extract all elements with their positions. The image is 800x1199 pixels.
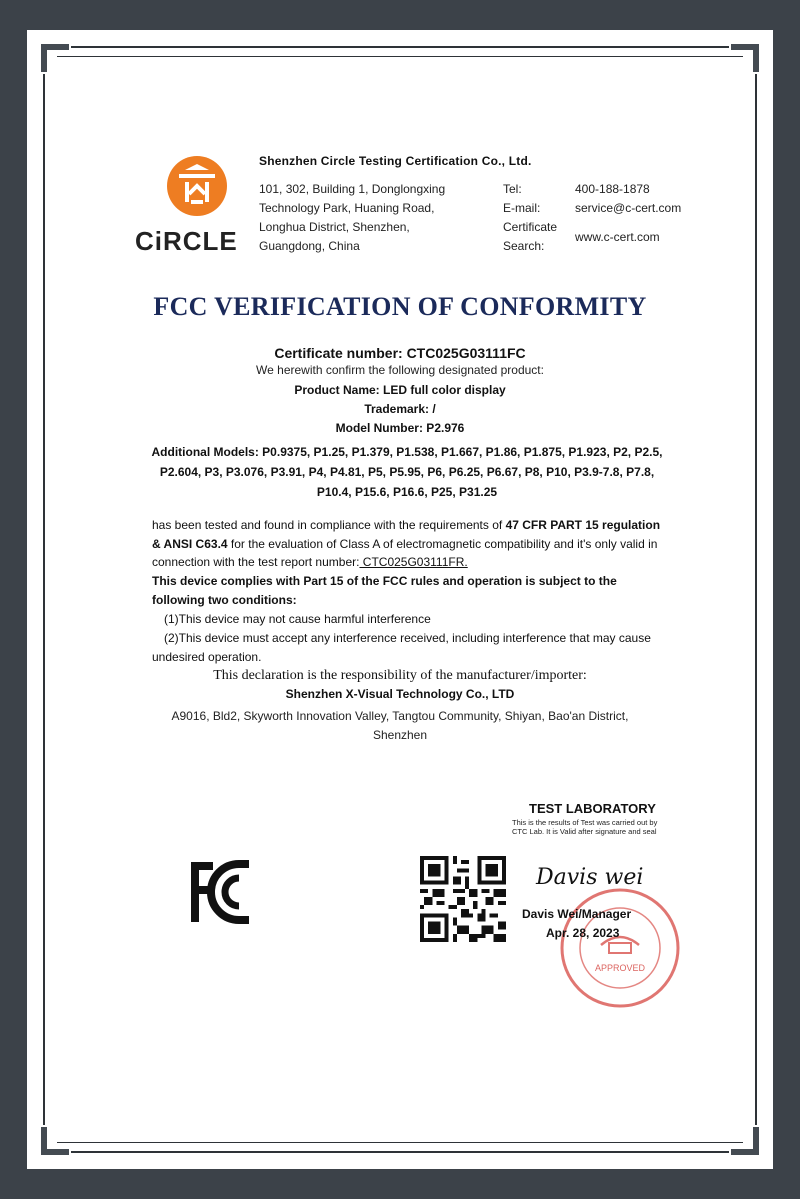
website-value: www.c-cert.com	[575, 230, 660, 244]
qr-code-icon	[420, 856, 506, 942]
condition-2: (2)This device must accept any interference received, including interference that may cause undesired operation.	[152, 631, 651, 664]
contact-values	[575, 180, 681, 247]
search-label: Search:	[503, 239, 545, 253]
email-label: E-mail:	[503, 201, 541, 215]
email-value: service@c-cert.com	[575, 201, 682, 215]
confirm-text: We herewith confirm the following designated product:	[256, 363, 544, 377]
declaration: This declaration is the responsibility of the manufacturer/importer:	[213, 668, 587, 683]
compliance-text: has been tested and found in compliance with the requirements of	[152, 518, 506, 532]
lab-title: TEST LABORATORY	[529, 801, 656, 816]
address-line: Guangdong, China	[259, 239, 360, 253]
issuer-company: Shenzhen Circle Testing Certification Co., Ltd.	[259, 154, 532, 168]
condition-1: (1)This device may not cause harmful interference	[164, 612, 431, 626]
report-number: CTC025G03111FR.	[359, 555, 468, 569]
signature-icon	[532, 858, 644, 894]
trademark: Trademark: /	[364, 402, 436, 416]
approved-stamp-icon	[557, 885, 683, 1011]
stamp-text: APPROVED	[594, 963, 646, 973]
tel-value: 400-188-1878	[575, 182, 650, 196]
contact-labels	[503, 180, 557, 256]
manufacturer: Shenzhen X-Visual Technology Co., LTD	[285, 687, 515, 701]
fcc-logo-icon	[187, 858, 273, 926]
tel-label: Tel:	[503, 182, 522, 196]
issuer-address	[259, 180, 445, 256]
logo-text: CiRCLE	[135, 226, 238, 256]
model-number: Model Number: P2.976	[335, 421, 465, 435]
address-line: Technology Park, Huaning Road,	[259, 201, 435, 215]
compliance-text-2: for the evaluation of Class A of electromagnetic compatibility and it's only valid in connection with the test report number:	[152, 536, 658, 569]
rules-statement: This device complies with Part 15 of the FCC rules and operation is subject to the following two conditions:	[152, 574, 617, 607]
certificate-number: Certificate number: CTC025G03111FC	[274, 345, 526, 361]
signatory: Davis Wei/Manager	[522, 907, 632, 921]
certificate-content	[27, 30, 773, 1169]
certificate-sheet	[27, 30, 773, 1169]
lab-note: This is the results of Test was carried out by CTC Lab. It is Valid after signature and seal	[512, 818, 658, 836]
product-name: Product Name: LED full color display	[294, 383, 506, 397]
circle-logo-icon	[149, 148, 259, 228]
regulation-text: 47 CFR PART 15 regulation & ANSI C63.4	[152, 518, 661, 551]
manufacturer-address: A9016, Bld2, Skyworth Innovation Valley, Tangtou Community, Shiyan, Bao'an District, Shenzhen	[171, 709, 629, 742]
compliance-paragraph	[152, 516, 672, 572]
certificate-label: Certificate	[503, 220, 558, 234]
document-title: FCC VERIFICATION OF CONFORMITY	[153, 292, 647, 321]
address-line: 101, 302, Building 1, Donglongxing	[259, 182, 446, 196]
signature-text: Davis wei	[536, 865, 644, 890]
address-line: Longhua District, Shenzhen,	[259, 220, 410, 234]
issue-date: Apr. 28, 2023	[546, 926, 620, 940]
additional-models: Additional Models: P0.9375, P1.25, P1.379, P1.538, P1.667, P1.86, P1.875, P1.923, P2, P2.5, P2.604, P3, P3.076, P3.91, P4, P4.81, P5, P5.95, P6, P6.25, P6.67, P8, P10, P3.9-7.8, P7.8, P10.4, P15.6, P16.6, P25, P31.25	[151, 445, 663, 499]
